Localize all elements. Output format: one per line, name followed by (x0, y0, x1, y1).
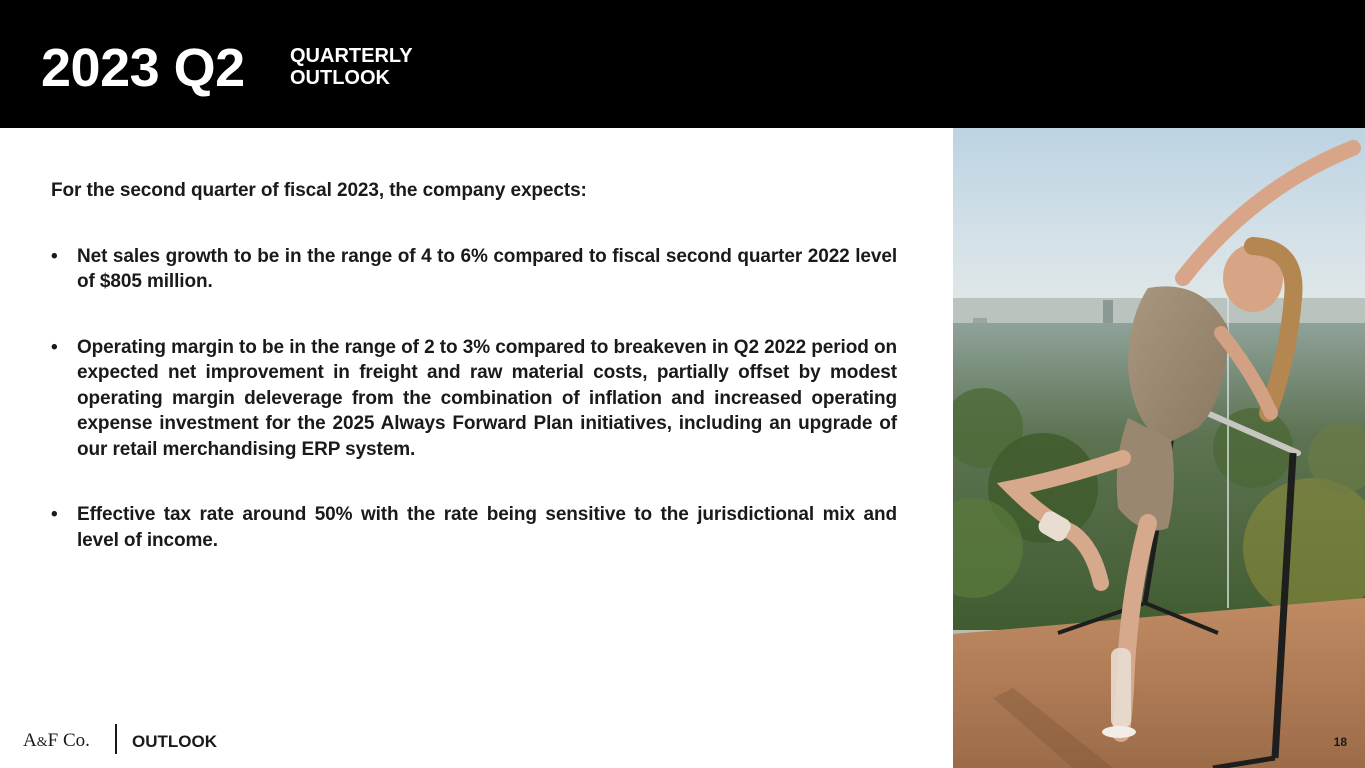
page-number: 18 (1333, 735, 1347, 749)
footer-section-label: OUTLOOK (132, 732, 217, 751)
brand-logo: A&F Co. (23, 730, 90, 751)
bullet-icon: • (51, 336, 58, 358)
bullet-text-tax-rate: Effective tax rate around 50% with the rate being sensitive to the jurisdictional mix and level of income. (77, 504, 897, 551)
list-item (51, 335, 897, 463)
footer-divider (115, 724, 117, 754)
bullet-icon: • (51, 504, 58, 525)
bullet-text-net-sales: Net sales growth to be in the range of 4 to 6% compared to fiscal second quarter 2022 level of $805 million. (77, 245, 897, 292)
lifestyle-photo (953, 128, 1365, 768)
body-content (51, 178, 897, 593)
page-title: 2023 Q2 (41, 38, 245, 98)
bullet-text-operating-margin: Operating margin to be in the range of 2 to 3% compared to breakeven in Q2 2022 period on expected net improvement in freight and raw material costs, partially offset by modest operating margin deleverage from the combination of inflation and increased operating expense investment for the 2025 Always Forward Plan initiatives, including an upgrade of our retail merchandising ERP system. (77, 336, 897, 460)
page-subtitle (290, 45, 450, 89)
subtitle-line-1: QUARTERLY (290, 45, 413, 67)
header-bar (0, 0, 1365, 128)
intro-text: For the second quarter of fiscal 2023, the company expects: (51, 180, 587, 201)
outlook-list (51, 244, 897, 554)
bullet-icon: • (51, 245, 58, 267)
list-item (51, 244, 897, 295)
photo-illustration (953, 128, 1365, 768)
subtitle-line-2: OUTLOOK (290, 67, 390, 89)
list-item (51, 502, 897, 553)
